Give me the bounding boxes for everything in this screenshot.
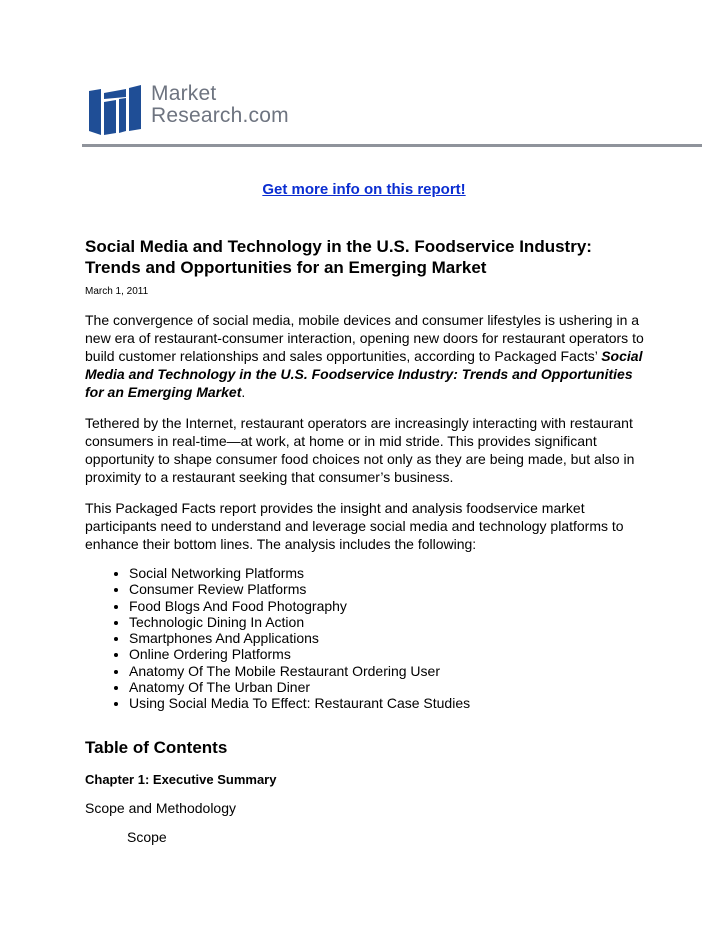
list-item: • Technologic Dining In Action	[129, 614, 645, 630]
cta-container	[0, 181, 728, 198]
intro-period: .	[241, 384, 246, 400]
document-body	[85, 236, 645, 845]
header-divider	[82, 144, 702, 147]
list-item: • Using Social Media To Effect: Restaurant Case Studies	[129, 695, 645, 711]
list-item: • Online Ordering Platforms	[129, 646, 645, 662]
marketresearch-logo	[89, 82, 289, 135]
intro-report-title: Social Media and Technology in the U.S. Foodservice Industry: Trends and Opportunities for an Emerging Market	[85, 348, 643, 400]
list-item: • Anatomy Of The Urban Diner	[129, 679, 645, 695]
intro-paragraph	[85, 311, 645, 401]
report-title: Social Media and Technology in the U.S. Foodservice Industry: Trends and Opportunities for an Emerging Market	[85, 237, 592, 277]
toc-subsection-scope: Scope	[127, 828, 167, 845]
intro-text: The convergence of social media, mobile devices and consumer lifestyles is ushering in a new era of restaurant-consumer interaction, opening new doors for restaurant operators to build customer relationships and sales opportunities, according to Packaged Facts’	[85, 312, 644, 364]
list-item: • Food Blogs And Food Photography	[129, 598, 645, 614]
report-date: March 1, 2011	[85, 286, 149, 297]
logo-line-1: Market	[151, 82, 217, 105]
list-item: • Consumer Review Platforms	[129, 581, 645, 597]
analysis-paragraph: This Packaged Facts report provides the insight and analysis foodservice market participants need to understand and leverage social media and technology platforms to enhance their bottom lines. The analysis includes the following:	[85, 500, 624, 552]
more-info-link[interactable]: Get more info on this report!	[262, 181, 466, 198]
topics-list	[85, 565, 645, 712]
internet-paragraph: Tethered by the Internet, restaurant operators are increasingly interacting with restaurant consumers in real-time—at work, at home or in mid stride. This provides significant opportunity to shape consumer food choices not only as they are being made, but also in proximity to a restaurant seeking that consumer’s business.	[85, 415, 635, 485]
toc-chapter-1: Chapter 1: Executive Summary	[85, 771, 277, 787]
list-item: • Social Networking Platforms	[129, 565, 645, 581]
toc-section-scope-methodology: Scope and Methodology	[85, 799, 236, 816]
logo-wordmark	[151, 83, 289, 127]
logo-mark-icon	[89, 85, 141, 135]
list-item: • Smartphones And Applications	[129, 630, 645, 646]
toc-heading: Table of Contents	[85, 737, 228, 757]
list-item: • Anatomy Of The Mobile Restaurant Ordering User	[129, 663, 645, 679]
logo-line-2: Research.com	[151, 104, 289, 127]
